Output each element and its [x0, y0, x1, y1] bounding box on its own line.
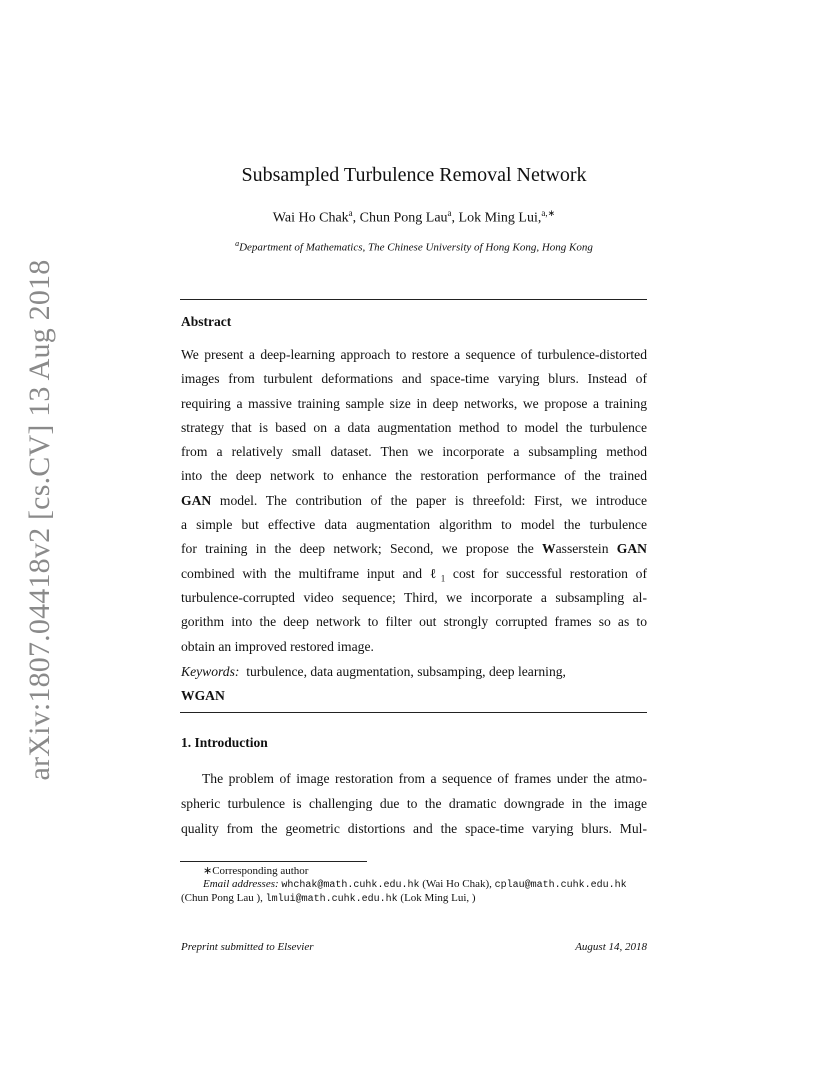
abstract-line: for training in the deep network; Second, we propose the Wasserstein GAN — [181, 541, 647, 557]
abstract-line: a simple but effective data augmentation algorithm to model the turbulence — [181, 517, 647, 533]
affiliation-mark: a — [348, 208, 353, 218]
intro-line: quality from the geometric distortions and the space-time varying blurs. Mul- — [181, 821, 647, 836]
email-owner: (Lok Ming Lui, ) — [400, 892, 476, 904]
footnote-rule — [180, 861, 367, 862]
section-heading-introduction: 1. Introduction — [181, 735, 268, 750]
corresponding-author-note: ∗Corresponding author — [203, 865, 309, 877]
email-addresses — [181, 878, 647, 892]
email-label: Email addresses: — [203, 878, 279, 890]
abstract-line: strategy that is based on a data augmentation method to model the turbulence — [181, 419, 647, 435]
introduction-body — [181, 766, 647, 841]
abstract-line: obtain an improved restored image. — [181, 638, 374, 654]
abstract-bottom-rule — [180, 712, 647, 713]
keywords-block — [181, 660, 647, 708]
affiliation-mark: a — [447, 208, 452, 218]
author-name: Wai Ho Chak — [272, 210, 349, 226]
email-owner: (Wai Ho Chak), — [422, 878, 492, 890]
affiliation — [0, 239, 828, 254]
abstract-heading: Abstract — [181, 314, 232, 329]
author-list: Wai Ho Chak$^a$, Chun Pong Lau$^a$, Lok Ming Lui,$^{a,∗}$ — [272, 208, 556, 226]
keywords-last: WGAN — [181, 688, 225, 703]
abstract-top-rule — [180, 299, 647, 300]
intro-line: spheric turbulence is challenging due to the dramatic downgrade in the image — [181, 796, 647, 811]
email-link[interactable]: cplau@math.cuhk.edu.hk — [494, 880, 627, 891]
abstract-body — [181, 343, 647, 659]
abstract-line: We present a deep-learning approach to restore a sequence of turbulence-distorted — [181, 347, 647, 362]
email-owner: (Chun Pong Lau ), — [181, 892, 263, 904]
abstract-line: GAN model. The contribution of the paper is threefold: First, we introduce — [181, 492, 647, 508]
author-name: Chun Pong Lau — [359, 210, 448, 226]
author-name: Lok Ming Lui, — [458, 210, 542, 226]
abstract-line: images from turbulent deformations and space-time varying blurs. Instead of — [181, 371, 647, 387]
footnotes — [181, 865, 647, 906]
keywords-label: Keywords: — [181, 664, 240, 679]
intro-line: The problem of image restoration from a sequence of frames under the atmo- — [202, 771, 647, 786]
email-link[interactable]: whchak@math.cuhk.edu.hk — [281, 880, 420, 891]
email-addresses-continued — [181, 892, 647, 906]
email-link[interactable]: lmlui@math.cuhk.edu.hk — [265, 894, 398, 905]
abstract-line: requiring a massive training sample size in deep networks, we propose a training — [181, 395, 647, 411]
abstract-line: combined with the multiframe input and ℓ$_1$ cost for successful restoration of — [181, 565, 647, 584]
abstract-line: from a relatively small dataset. Then we incorporate a subsampling method — [181, 444, 647, 460]
keywords-text: turbulence, data augmentation, subsamping, deep learning, — [246, 664, 566, 679]
arxiv-identifier-stamp: arXiv:1807.04418v2 [cs.CV] 13 Aug 2018 — [23, 259, 56, 781]
affiliation-mark: a — [235, 239, 240, 248]
affiliation-mark: a,∗ — [541, 208, 556, 218]
paper-title: Subsampled Turbulence Removal Network — [241, 164, 587, 186]
abstract-line: into the deep network to enhance the restoration performance of the trained — [181, 468, 647, 484]
affiliation-text: Department of Mathematics, The Chinese University of Hong Kong, Hong Kong — [239, 241, 593, 254]
preprint-note: Preprint submitted to Elsevier — [181, 941, 314, 953]
abstract-line: turbulence-corrupted video sequence; Third, we incorporate a subsampling al- — [181, 589, 647, 605]
preprint-date: August 14, 2018 — [575, 941, 647, 953]
abstract-line: gorithm into the deep network to filter out strongly corrupted frames so as to — [181, 614, 647, 630]
